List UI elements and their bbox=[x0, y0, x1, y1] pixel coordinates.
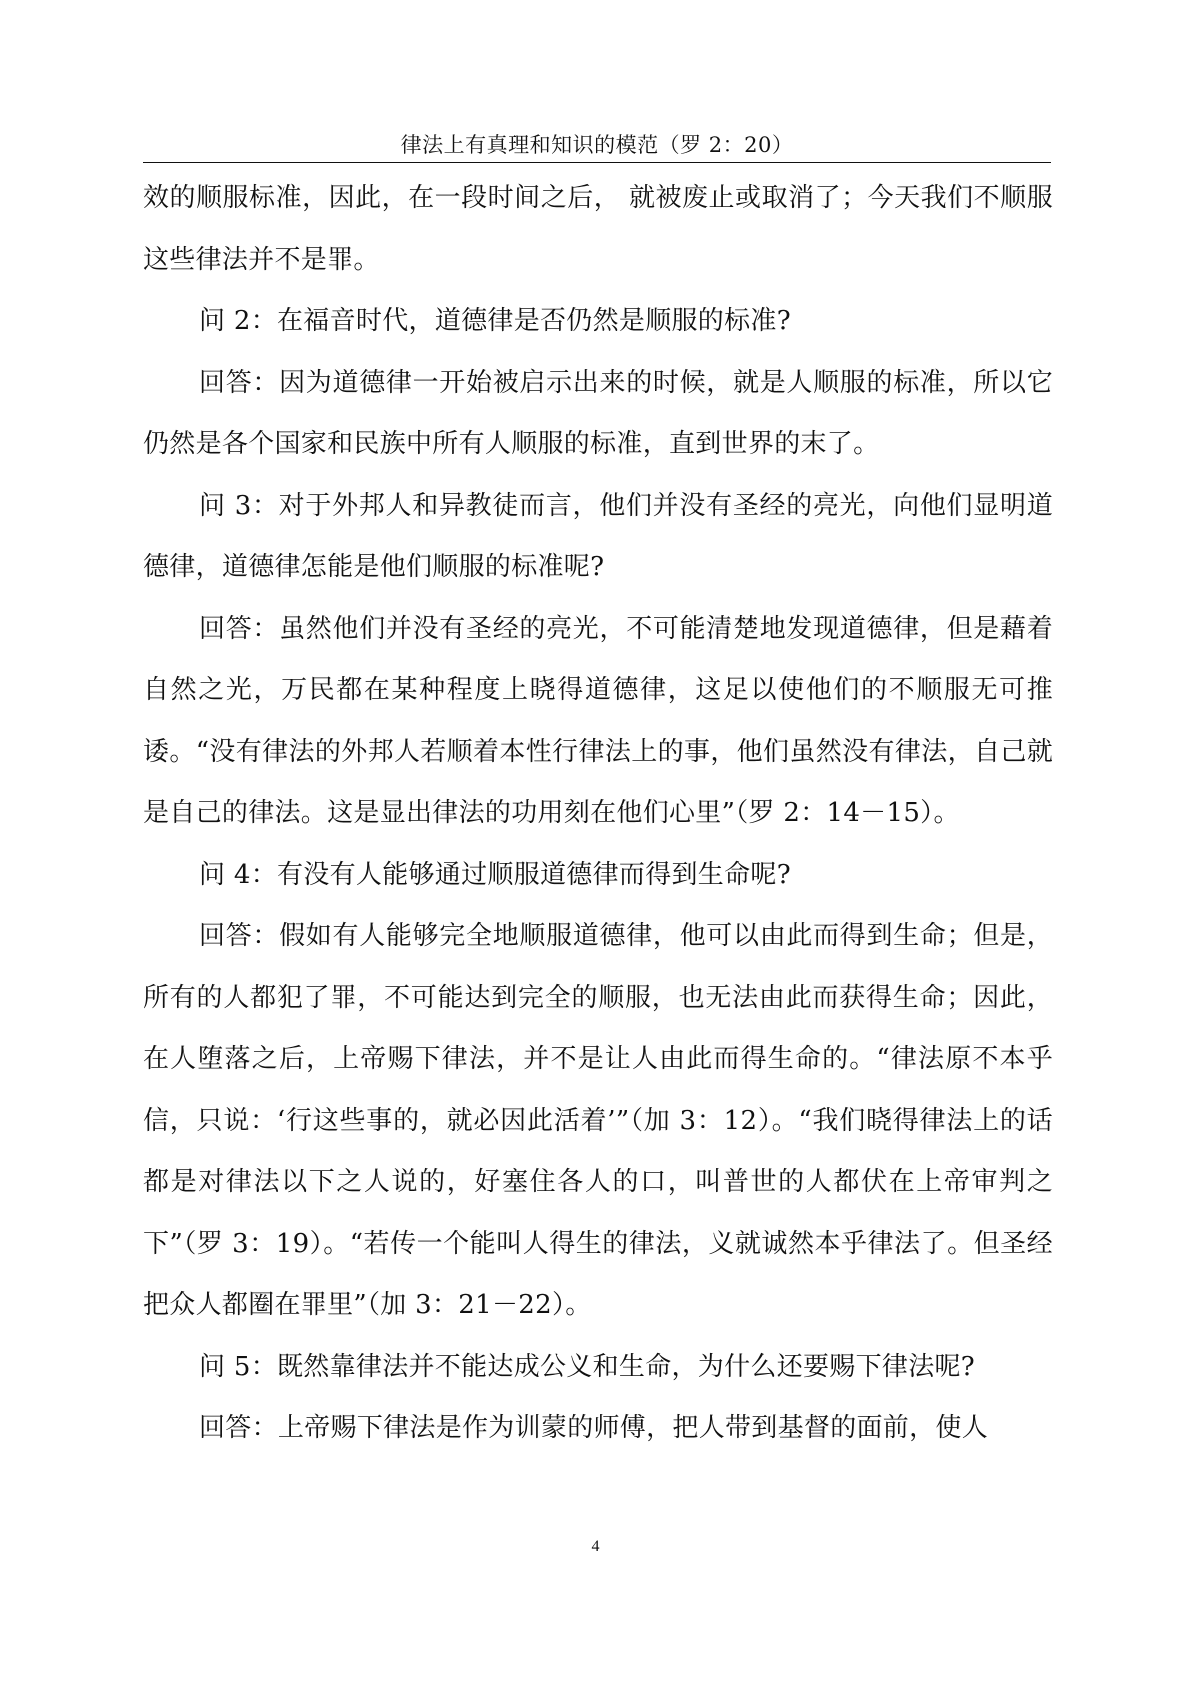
answer-2: 回答：因为道德律一开始被启示出来的时候，就是人顺服的标准，所以它仍然是各个国家和民族中所有人顺服的标准，直到世界的末了。 bbox=[143, 367, 1053, 459]
page-number: 4 bbox=[591, 1538, 600, 1555]
answer-5: 回答：上帝赐下律法是作为训蒙的师傅，把人带到基督的面前，使人 bbox=[199, 1413, 989, 1443]
question-5: 问 5：既然靠律法并不能达成公义和生命，为什么还要赐下律法呢? bbox=[199, 1351, 976, 1382]
question-2: 问 2：在福音时代，道德律是否仍然是顺服的标准? bbox=[199, 306, 791, 336]
question-3: 问 3：对于外邦人和异教徒而言，他们并没有圣经的亮光，向他们显明道德律，道德律怎能是他们顺服的标准呢? bbox=[143, 490, 1053, 582]
body-text bbox=[143, 168, 1053, 1460]
question-4: 问 4：有没有人能够通过顺服道德律而得到生命呢? bbox=[199, 859, 791, 890]
running-header: 律法上有真理和知识的模范（罗 2：20） bbox=[143, 128, 1051, 163]
paragraph-continuation: 效的顺服标准，因此，在一段时间之后， 就被废止或取消了；今天我们不顺服这些律法并不是罪。 bbox=[143, 183, 1053, 275]
answer-3: 回答：虽然他们并没有圣经的亮光，不可能清楚地发现道德律，但是藉着自然之光，万民都在某种程度上晓得道德律，这足以使他们的不顺服无可推诿。“没有律法的外邦人若顺着本性行律法上的事，他们虽然没有律法，自己就是自己的律法。这是显出律法的功用刻在他们心里”（罗 2：14－15）。 bbox=[143, 613, 1053, 828]
answer-4: 回答：假如有人能够完全地顺服道德律，他可以由此而得到生命；但是，所有的人都犯了罪，不可能达到完全的顺服，也无法由此而获得生命；因此，在人堕落之后，上帝赐下律法，并不是让人由此而得生命的。“律法原不本乎信，只说：‘行这些事的，就必因此活着’”（加 3：12）。“我们晓得律法上的话都是对律法以下之人说的，好塞住各人的口，叫普世的人都伏在上帝审判之下”（罗 3：19）。“若传一个能叫人得生的律法，义就诚然本乎律法了。但圣经把众人都圈在罪里”（加 3：21－22）。 bbox=[143, 921, 1053, 1320]
